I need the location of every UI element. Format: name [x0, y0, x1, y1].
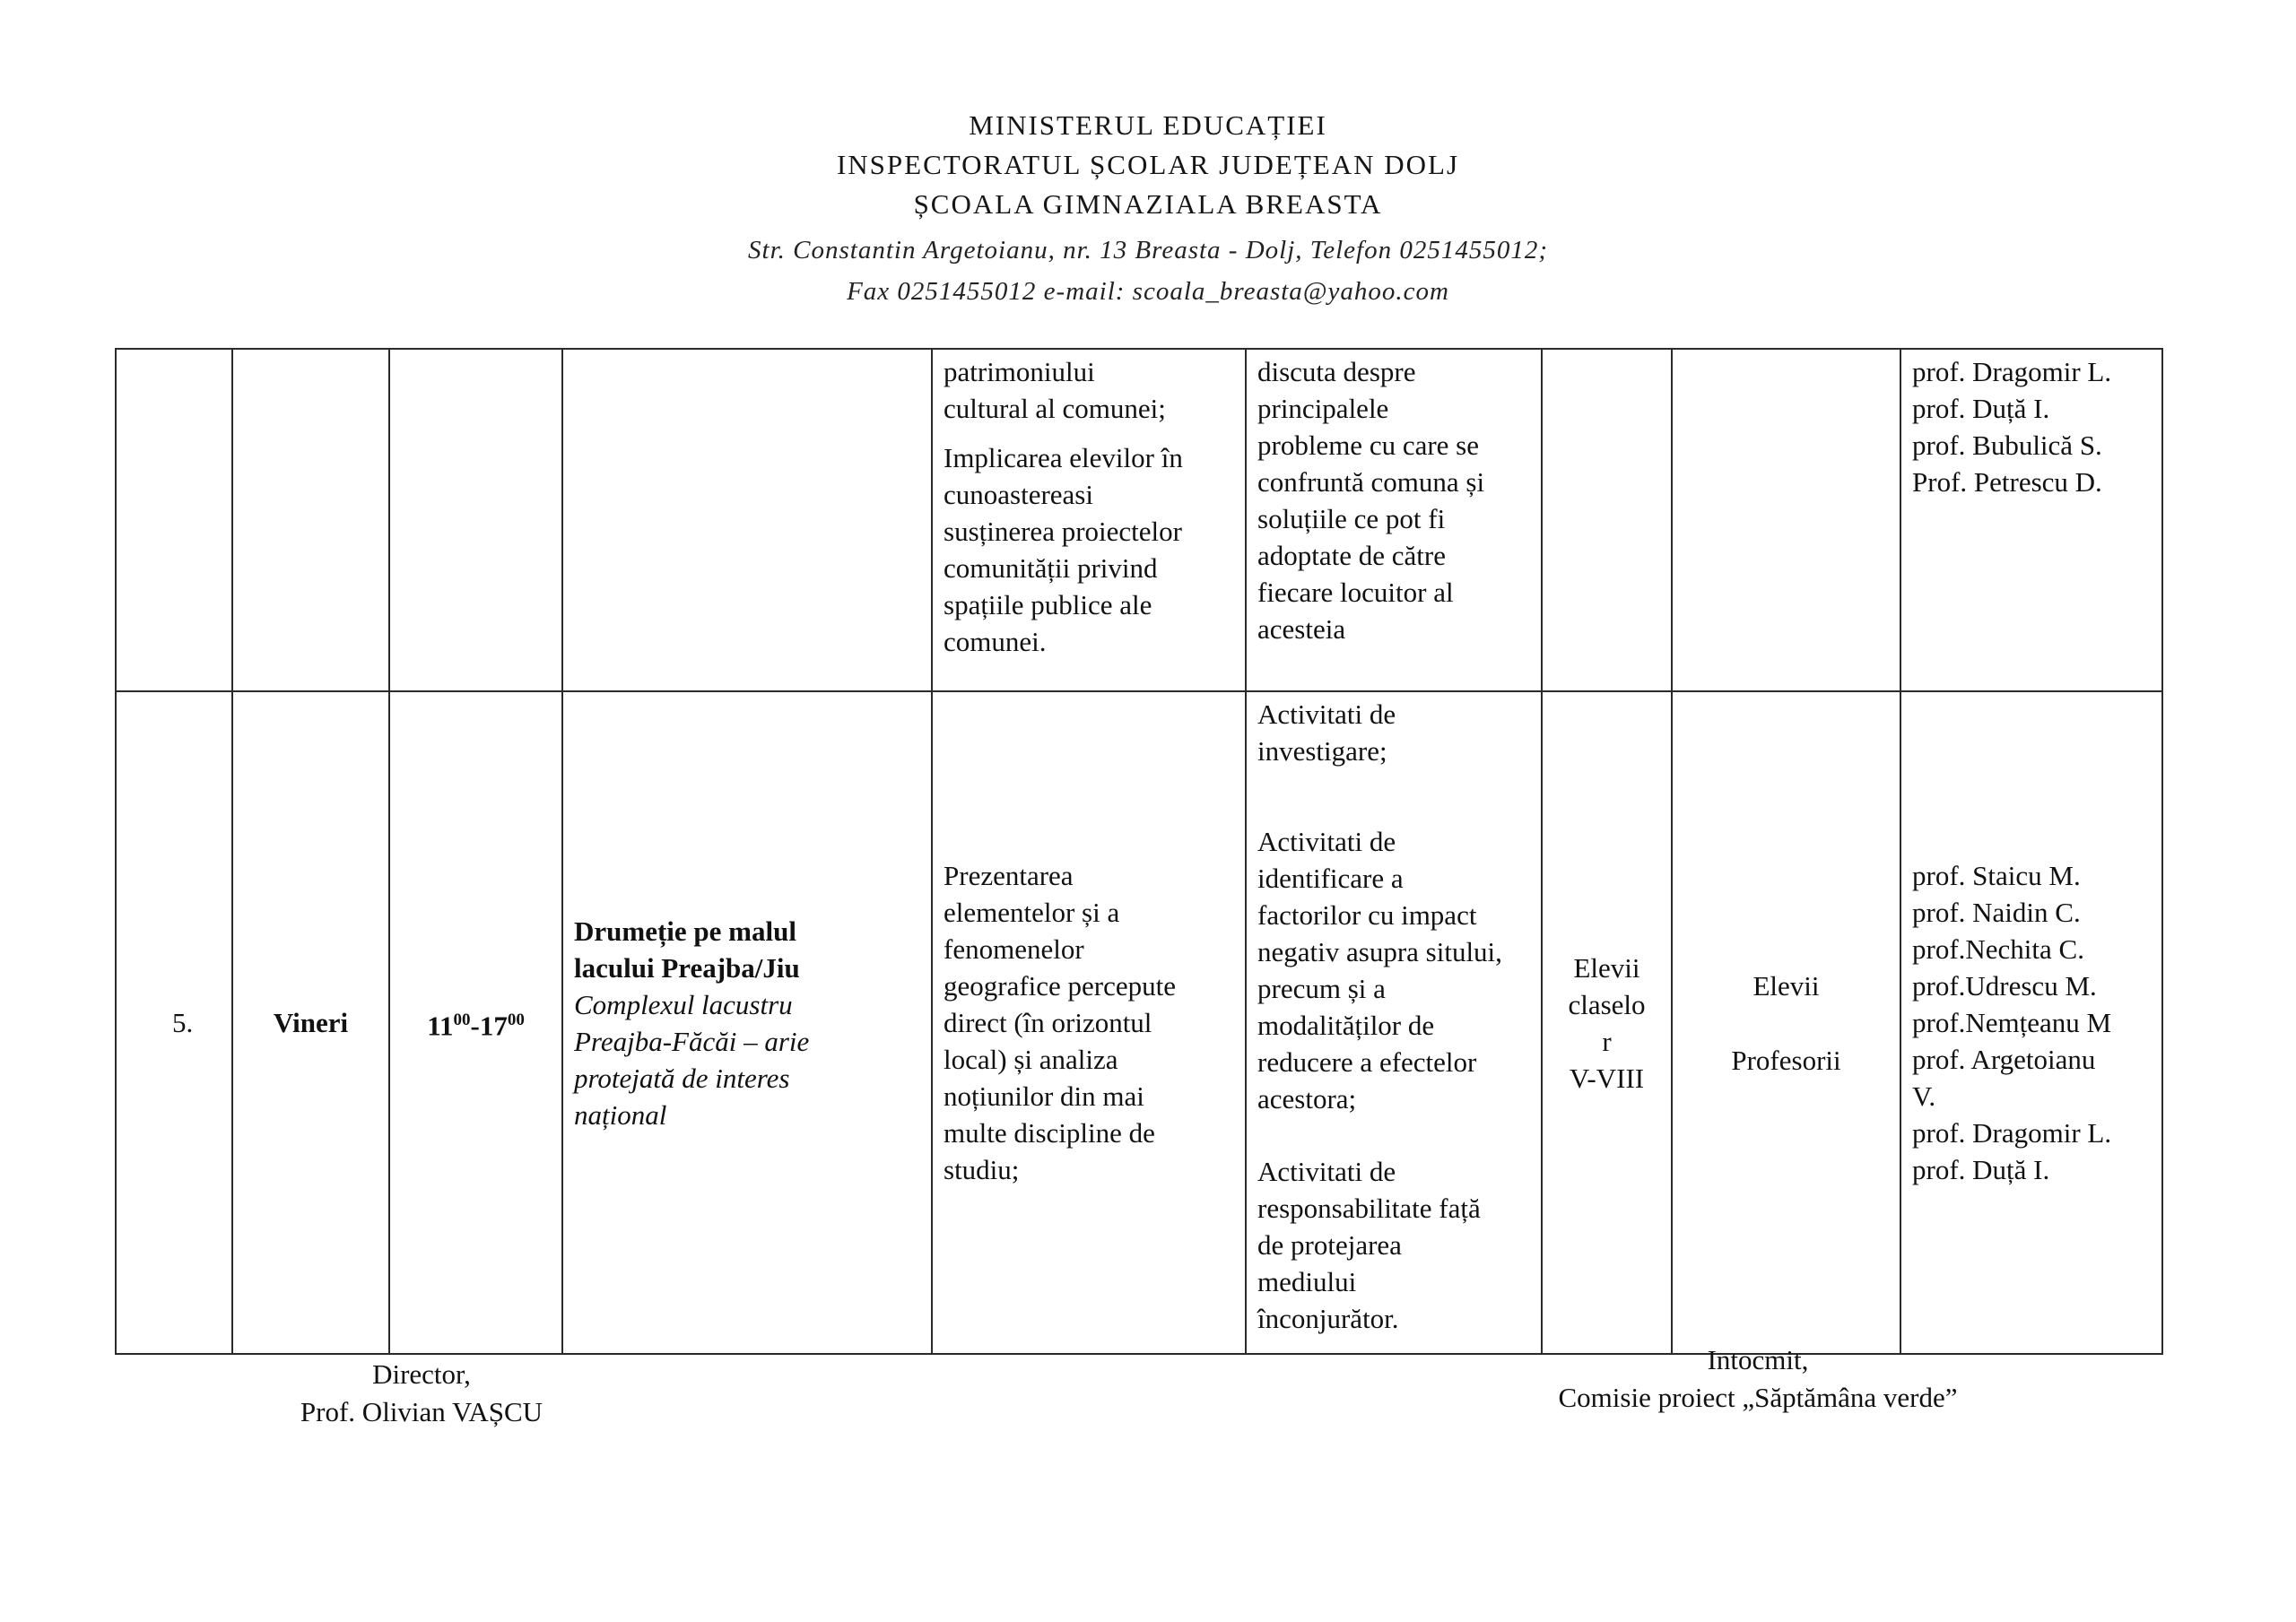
- drafted-by-signature: [1471, 1341, 2045, 1417]
- document-header: [0, 106, 2296, 312]
- activity-item: Activitati de responsabilitate față de protejarea mediului înconjurător.: [1257, 1156, 1481, 1334]
- table-row: [116, 349, 2162, 691]
- director-name: Prof. Olivian VAȘCU: [300, 1396, 544, 1427]
- coordinators-cell: [1900, 349, 2162, 691]
- day-label: Vineri: [273, 1007, 349, 1038]
- time-start: 11: [427, 1010, 454, 1042]
- drafted-by-name: Comisie proiect „Săptămâna verde”: [1558, 1382, 1958, 1413]
- inspectorate-name: INSPECTORATUL ȘCOLAR JUDEȚEAN DOLJ: [836, 149, 1460, 180]
- participants-cell: [1672, 691, 1900, 1354]
- target-group: Elevii claselo r V-VIII: [1568, 951, 1646, 1094]
- participants-teachers: Profesorii: [1731, 1044, 1841, 1076]
- group-cell: [1542, 691, 1672, 1354]
- activities-cell: [1246, 691, 1542, 1354]
- ministry-name: MINISTERUL EDUCAȚIEI: [969, 109, 1327, 141]
- objectives-text: Implicarea elevilor în cunoastereasi susținerea proiectelor comunității privind spațiile publice ale comunei.: [944, 442, 1183, 657]
- time-end-minutes: 00: [507, 1010, 525, 1029]
- objectives-cell: [932, 349, 1246, 691]
- activities-table: [115, 348, 2163, 1355]
- activity-item: Activitati de investigare;: [1257, 698, 1396, 767]
- director-signature: [269, 1356, 574, 1431]
- objectives-text: patrimoniului cultural al comunei;: [944, 356, 1166, 424]
- title-cell: [562, 349, 932, 691]
- time-start-minutes: 00: [453, 1010, 471, 1029]
- time-separator: -: [470, 1010, 480, 1042]
- row-number: 5.: [172, 1007, 194, 1038]
- table-row: [116, 691, 2162, 1354]
- participants-cell: [1672, 349, 1900, 691]
- time-end: 17: [479, 1010, 508, 1042]
- activity-subtitle: Complexul lacustru Preajba-Făcăi – arie protejată de interes național: [574, 988, 810, 1131]
- day-cell: [232, 349, 389, 691]
- row-number-cell: [116, 691, 232, 1354]
- director-label: Director,: [372, 1358, 471, 1390]
- group-cell: [1542, 349, 1672, 691]
- title-cell: [562, 691, 932, 1354]
- time-cell: [389, 691, 562, 1354]
- drafted-label: Intocmit,: [1707, 1344, 1809, 1375]
- coordinators-cell: [1900, 691, 2162, 1354]
- activities-text: discuta despre principalele probleme cu care se confruntă comuna și soluțiile ce pot fi adoptate de către fiecare locuitor al acesteia: [1257, 356, 1485, 645]
- activity-title: Drumeție pe malul lacului Preajba/Jiu: [574, 915, 800, 984]
- coordinators-list: prof. Staicu M. prof. Naidin C. prof.Nechita C. prof.Udrescu M. prof.Nemțeanu M prof. Argetoianu V. prof. Dragomir L. prof. Duță I.: [1912, 860, 2112, 1185]
- activities-cell: [1246, 349, 1542, 691]
- school-address: Str. Constantin Argetoianu, nr. 13 Breasta - Dolj, Telefon 0251455012;: [748, 236, 1548, 265]
- day-cell: [232, 691, 389, 1354]
- activity-item: Activitati de identificare a factorilor cu impact negativ asupra sitului, precum și a modalităților de reducere a efectelor acestora;: [1257, 826, 1502, 1115]
- coordinators-list: prof. Dragomir L. prof. Duță I. prof. Bubulică S. Prof. Petrescu D.: [1912, 356, 2112, 498]
- school-name: ȘCOALA GIMNAZIALA BREASTA: [913, 188, 1383, 220]
- school-contact: Fax 0251455012 e-mail: scoala_breasta@yahoo.com: [847, 277, 1449, 306]
- time-cell: [389, 349, 562, 691]
- objectives-text: Prezentarea elementelor și a fenomenelor geografice percepute direct (în orizontul local) și analiza noțiunilor din mai multe discipline de studiu;: [944, 860, 1177, 1185]
- row-number-cell: [116, 349, 232, 691]
- participants-students: Elevii: [1752, 969, 1820, 1002]
- objectives-cell: [932, 691, 1246, 1354]
